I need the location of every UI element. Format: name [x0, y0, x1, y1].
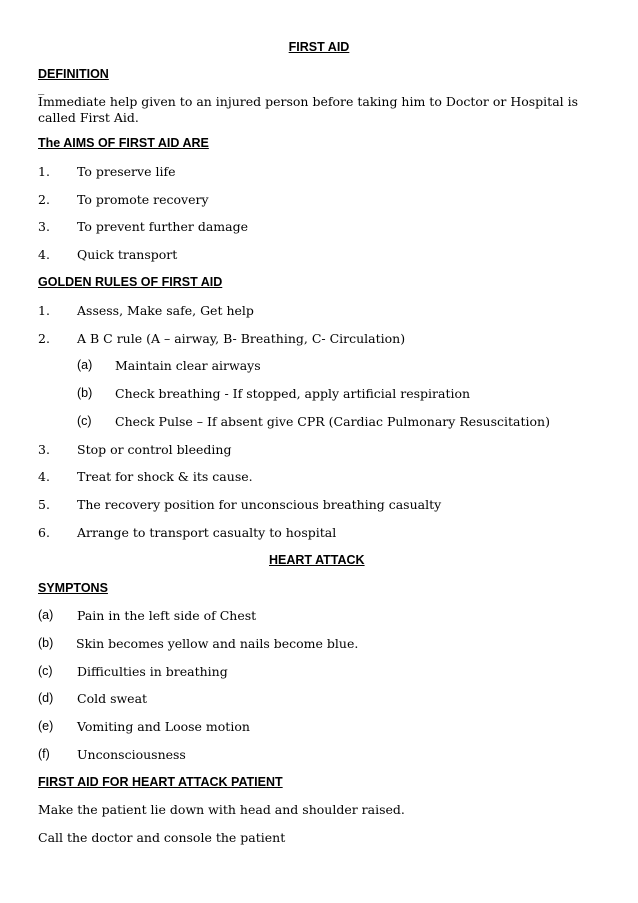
symptom-num: (c): [38, 664, 53, 678]
rule-num: 3.: [38, 442, 50, 457]
symptom-num: (e): [38, 719, 54, 733]
first-aid-instruction: Call the doctor and console the patient: [38, 830, 286, 845]
aims-item-text: To prevent further damage: [77, 219, 248, 234]
rule-text: Treat for shock & its cause.: [77, 469, 253, 484]
symptoms-heading: SYMPTONS: [38, 581, 108, 595]
rule-subitem-num: (c): [77, 414, 92, 428]
rule-num: 1.: [38, 303, 50, 318]
rule-num: 2.: [38, 331, 50, 346]
rule-text: The recovery position for unconscious breathing casualty: [77, 497, 442, 512]
rule-text: Stop or control bleeding: [77, 442, 232, 457]
rule-subitem-text: Check breathing - If stopped, apply artificial respiration: [115, 386, 471, 401]
aims-item-text: To promote recovery: [77, 192, 209, 207]
rule-subitem-text: Check Pulse – If absent give CPR (Cardiac Pulmonary Resuscitation): [115, 414, 550, 429]
definition-heading: DEFINITION: [38, 67, 109, 81]
aims-item-num: 1.: [38, 164, 50, 179]
symptom-num: (f): [38, 747, 50, 761]
symptom-text: Cold sweat: [77, 691, 148, 706]
aims-heading: The AIMS OF FIRST AID ARE: [38, 136, 209, 150]
aims-item-text: Quick transport: [77, 247, 178, 262]
definition-marker: _: [38, 80, 45, 95]
symptom-num: (d): [38, 691, 54, 705]
rule-text: Assess, Make safe, Get help: [77, 303, 254, 318]
golden-rules-heading: GOLDEN RULES OF FIRST AID: [38, 275, 223, 289]
symptom-num: (a): [38, 608, 54, 622]
symptom-num: (b): [38, 636, 54, 650]
symptom-text: Vomiting and Loose motion: [77, 719, 250, 734]
symptom-text: Difficulties in breathing: [77, 664, 228, 679]
aims-item-num: 2.: [38, 192, 50, 207]
symptom-text: Pain in the left side of Chest: [77, 608, 257, 623]
symptom-text: Skin becomes yellow and nails become blue.: [76, 636, 359, 651]
rule-subitem-num: (b): [77, 386, 93, 400]
aims-item-text: To preserve life: [77, 164, 176, 179]
first-aid-heart-attack-heading: FIRST AID FOR HEART ATTACK PATIENT: [38, 775, 283, 789]
rule-text: A B C rule (A – airway, B- Breathing, C- Circulation): [77, 331, 406, 346]
rule-subitem-text: Maintain clear airways: [115, 358, 261, 373]
first-aid-instruction: Make the patient lie down with head and shoulder raised.: [38, 802, 405, 817]
page-title: FIRST AID: [288, 40, 350, 54]
rule-num: 5.: [38, 497, 50, 512]
rule-num: 6.: [38, 525, 50, 540]
definition-text: Immediate help given to an injured person before taking him to Doctor or Hospital is called First Aid.: [38, 94, 579, 125]
rule-num: 4.: [38, 469, 50, 484]
rule-subitem-num: (a): [77, 358, 93, 372]
symptom-text: Unconsciousness: [77, 747, 186, 762]
aims-item-num: 4.: [38, 247, 50, 262]
aims-item-num: 3.: [38, 219, 50, 234]
rule-text: Arrange to transport casualty to hospital: [77, 525, 337, 540]
heart-attack-heading: HEART ATTACK: [269, 553, 365, 567]
